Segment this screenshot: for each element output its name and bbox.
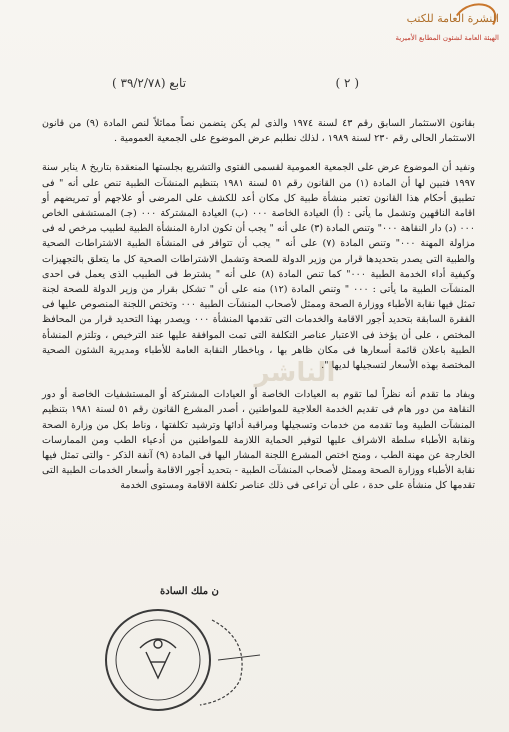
continuation-reference: تابع (٣٩/٢/٧٨ ) <box>112 76 187 90</box>
paragraph-2: ونفيد أن الموضوع عرض على الجمعية العمومية لقسمى الفتوى والتشريع بجلستها المنعقدة بتاريخ ٨ يناير سنة ١٩٩٧ فتبين لها أن المادة (١) من القانون رقم ٥١ لسنة ١٩٨١ بتنظيم المنشآت الطبية تنص على أنه " فى تطبيق أحكام هذا القانون تعتبر منشأة طبية كل مكان أعد للكشف على المرضى أو علاجهم أو تمريضهم أو اقامة الناقهين وتشمل ما يأتى : (أ) العيادة الخاصة ٠٠٠ (ب) العيادة المشتركة ٠٠٠ (جـ) المستشفى الخاص ٠٠٠ (د) دار النقاهة ٠٠٠" وتنص المادة (٣) على أنه " يجب أن تكون ادارة المنشأة الطبية لطبيب مرخص له فى مزاولة المهنة ٠٠٠" وتنص المادة (٧) على أنه " يجب أن تتوافر فى المنشأة الطبية الاشتراطات الصحية والطبية التى يصدر بتحديدها قرار من وزير الدولة للصحة وتشمل الاشتراطات الصحية كل ما يتعلق بالتجهيزات وكيفية أداء الخدمة الطبية ٠٠٠" كما تنص المادة (٨) على أنه " يشترط فى الطبيب الذى يعمل فى احدى المنشآت الطبية ما يأتى : ٠٠٠ " وتنص المادة (١٢) منه على أن " تشكل بقرار من وزير الدولة للصحة لجنة تمثل فيها نقابة الأطباء ووزارة الصحة وممثل لأصحاب المنشآت الطبية ٠٠٠ وتختص اللجنة المنصوص عليها فى الفقرة السابقة بتحديد أجور الاقامة والخدمات التى تقدمها المنشأة ٠٠٠ ويصدر بهذا التحديد قرار من المحافظ المختص ، على أن يؤخذ فى الاعتبار عناصر التكلفة التى تمت الموافقة عليها عند الترخيص ، وتلتزم المنشأة الطبية باعلان قائمة أسعارها فى مكان ظاهر بها ، وباخطار النقابة العامة للأطباء ومديرية الشئون الصحية المختصة بهذه الأسعار لتسجيلها لديها ". <box>42 162 476 372</box>
official-stamp <box>100 600 270 718</box>
logo-line-2: الهيئة العامة لشئون المطابع الأميرية <box>395 34 499 42</box>
page-header <box>112 76 359 96</box>
publisher-logo <box>393 4 501 50</box>
eagle-icon <box>140 639 176 678</box>
logo-line-1: النشرة العامة للكتب <box>406 12 499 25</box>
stamp-label: ن ملك السادة <box>160 586 219 597</box>
watermark: الناشر <box>254 358 336 388</box>
paragraph-1: بقانون الاستثمار السابق رقم ٤٣ لسنة ١٩٧٤ والذى لم يكن يتضمن نصاً مماثلاً لنص المادة (٩) من قانون الاستثمار الحالى رقم ٢٣٠ لسنة ١٩٨٩ ، لذلك نطلبم عرض الموضوع على الجمعية العمومية . <box>42 118 475 145</box>
document-body <box>42 116 475 508</box>
paragraph-3: وبفاد ما تقدم أنه نظراً لما تقوم به العيادات الخاصة أو العيادات المشتركة أو المستشفيات الخاصة أو دور النقاهة من دور هام فى تقديم الخدمة العلاجية للمواطنين ، أصدر المشرع القانون رقم ٥١ لسنة ١٩٨١ بتنظيم المنشآت الطبية وما تقدمه من خدمات وتسجيلها ومراقبة أدائها وترشيد تكلفتها ، وناط بكل من وزارة الصحة ونقابة الأطباء سلطة الاشراف عليها لتوفير الحماية اللازمة للمواطنين من أدعياء الطب ومن الممارسات الخارجة عن مهنة الطب ، ومنح اختص المشرع اللجنة المشار اليها فى المادة (٩) آنفة الذكر - والتى تمثل فيها نقابة الأطباء ووزارة الصحة وممثل لأصحاب المنشآت الطبية - بتحديد أجور الاقامة وأسعار الخدمات الطبية التى تقدمها كل منشأة على حدة ، على أن تراعى فى ذلك عناصر تكلفة الاقامة ومستوى الخدمة <box>42 389 475 492</box>
page-number: ( ٢ ) <box>335 76 359 90</box>
